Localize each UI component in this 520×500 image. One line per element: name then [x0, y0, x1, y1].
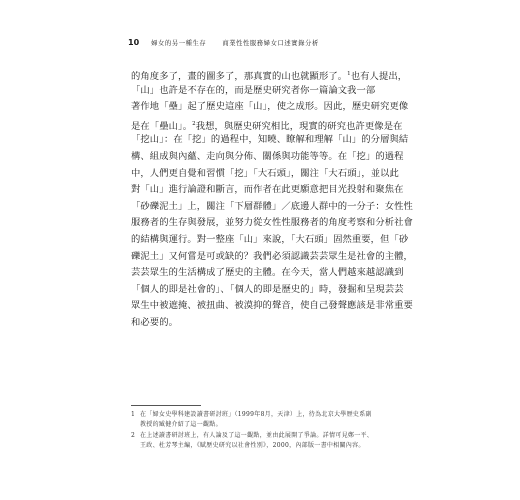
body-line-text: 的角度多了，畫的圖多了，那真實的山也就顯形了。 [131, 71, 348, 83]
body-line-text: 中，人們更自覺和習慣「挖」「大石頭」，關注「大石頭」，並以此 [131, 167, 399, 179]
footnote-2 [131, 431, 407, 441]
body-line [131, 116, 407, 133]
footnote-number: 2 [131, 431, 136, 439]
body-line-text: 「個人的即是社會的」、「個人的即是歷史的」時，發掘和呈現芸芸 [131, 283, 404, 295]
chapter-title: 商業性性服務婦女口述實錄分析 [222, 40, 319, 47]
body-line [131, 83, 407, 100]
footnote-text: 王政、杜芳琴主編，《賦歷史研究以社會性別》，2000，內部版一書中相關內容。 [140, 442, 365, 450]
body-line [131, 232, 407, 249]
body-line-text: 我想，與歷史研究相比，現實的研究也許更像是在 [195, 120, 403, 132]
body-line-text: 對「山」進行論證和斷言，而作者在此更願意把目光投射和聚焦在 [131, 184, 404, 196]
footnote-1 [131, 410, 407, 420]
body-line-text: 的結構與運行。對一整座「山」來說，「大石頭」固然重要，但「砂 [131, 233, 409, 245]
footnote-2-continued [131, 441, 407, 451]
body-line-text: 礫泥土」又何嘗是可或缺的？我們必須認識芸芸眾生是社會的主體， [131, 250, 413, 262]
body-line [131, 199, 413, 216]
footnote-text: 在「婦女史學科建設讀書研討班」（1999年8月，天津）上，待為北京大學歷史系副 [140, 411, 372, 418]
body-line-text: 「挖山」：在「挖」的過程中，知曉、瞭解和理解「山」的分層與結 [131, 134, 409, 146]
body-line [131, 315, 407, 332]
body-line-text: 也有人提出， [350, 71, 408, 83]
body-line-text: 「砂礫泥土」上，關注「下層群體」／底邊人群中的一分子：女性性 [131, 200, 413, 212]
footnote-1-continued [131, 420, 407, 430]
footnotes [131, 410, 407, 452]
body-line [131, 282, 407, 299]
body-line-text: 是在「壘山」。 [131, 120, 193, 132]
footnote-ref: 1 [347, 71, 351, 77]
footnote-text: 在上述讀書研討班上，有人論及了這一觀點，並由此展開了爭論。詳情可見鄭一平、 [140, 431, 374, 439]
body-line [131, 149, 407, 166]
footnote-divider [131, 405, 201, 406]
book-title: 婦女的另一種生存 [151, 40, 207, 47]
body-line-text: 眾生中被遮掩、被扭曲、被漠抑的聲音，使自己發聲應該是非常重要 [131, 300, 413, 312]
body-line [131, 249, 413, 266]
body-line-text: 芸芸眾生的生活構成了歷史的主體。在今天，當人們越來越認識到 [131, 267, 404, 279]
body-line-text: 「山」也許是不存在的，而是歷史研究者你一篇論文我一部 [131, 84, 376, 96]
body-line [131, 132, 407, 149]
running-header [128, 38, 398, 47]
body-line [131, 298, 413, 315]
body-line [131, 265, 407, 282]
footnote-number: 1 [131, 411, 136, 418]
body-line [131, 99, 407, 116]
body-line-text: 著作地「壘」起了歷史這座「山」，使之成形。因此，歷史研究更像 [131, 101, 409, 113]
footnote-text: 教授的臧健介紹了這一觀點。 [140, 421, 222, 429]
page-number: 10 [128, 38, 140, 47]
body-line-text: 構、組成與內蘊、走向與分佈、關係與功能等等。在「挖」的過程 [131, 150, 404, 162]
body-line [131, 215, 413, 232]
body-line-text: 和必要的。 [131, 316, 178, 328]
footnote-ref: 2 [192, 120, 196, 127]
body-text [131, 66, 413, 332]
body-line-text: 服務者的生存與發展，並努力從女性性服務者的角度考察和分析社會 [131, 217, 413, 229]
body-line [131, 66, 407, 83]
body-line [131, 182, 407, 199]
body-line [131, 166, 407, 183]
